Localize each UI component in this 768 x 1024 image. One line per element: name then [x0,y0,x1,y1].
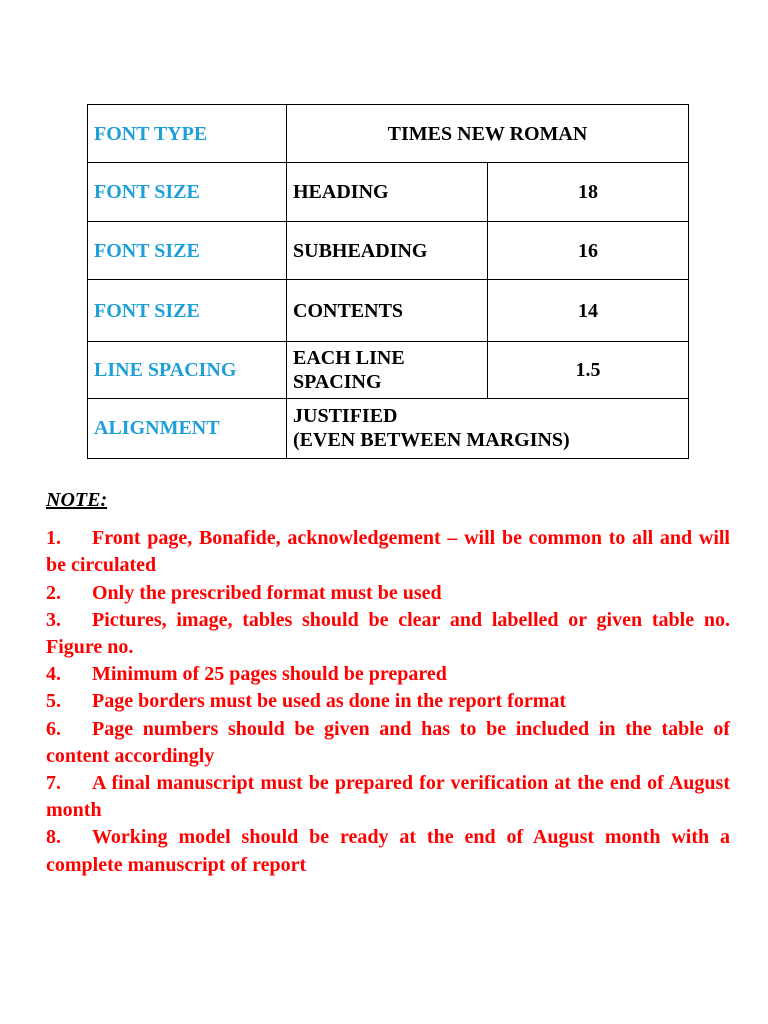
table-row [88,398,689,458]
font-type-label: FONT TYPE [88,105,287,163]
line-spacing-value: 1.5 [488,341,689,398]
note-item [46,688,730,715]
note-item [46,607,730,661]
table-row [88,222,689,280]
note-item [46,580,730,607]
note-number: 7. [46,772,61,795]
alignment-desc-line1: JUSTIFIED [293,405,398,428]
heading-size-value: 18 [488,163,689,222]
note-title: NOTE: [46,489,108,511]
font-size-label: FONT SIZE [88,163,287,222]
table-row [88,341,689,398]
subheading-size-value: 16 [488,222,689,280]
heading-desc: HEADING [287,163,488,222]
note-item [46,824,730,878]
notes-section [46,487,730,879]
note-text: Minimum of 25 pages should be prepared [92,663,447,686]
table-row [88,105,689,163]
note-number: 1. [46,527,61,550]
note-text: Page borders must be used as done in the report format [92,690,567,713]
contents-size-value: 14 [488,280,689,341]
alignment-desc [287,398,689,458]
note-item [46,716,730,770]
note-text: Pictures, image, tables should be clear and labelled or given table no. Figure no. [46,608,730,659]
font-type-value: TIMES NEW ROMAN [287,105,689,163]
subheading-desc: SUBHEADING [287,222,488,280]
note-number: 5. [46,690,61,713]
line-spacing-desc: EACH LINE SPACING [287,341,488,398]
note-item [46,525,730,579]
font-size-label: FONT SIZE [88,222,287,280]
alignment-label: ALIGNMENT [88,398,287,458]
note-number: 4. [46,663,61,686]
font-size-label: FONT SIZE [88,280,287,341]
line-spacing-label: LINE SPACING [88,341,287,398]
note-text: Page numbers should be given and has to be included in the table of content accordingly [46,717,730,767]
note-text: A final manuscript must be prepared for verification at the end of August month [46,772,730,822]
note-item [46,661,730,688]
alignment-desc-line2: (EVEN BETWEEN MARGINS) [293,429,570,452]
format-specification-table [87,104,689,459]
note-item [46,770,730,824]
table-row [88,163,689,222]
note-text: Working model should be ready at the end of August month with a complete manuscript of report [46,826,730,876]
contents-desc: CONTENTS [287,280,488,341]
note-number: 8. [46,826,61,849]
note-number: 3. [46,608,61,631]
table-row [88,280,689,341]
note-number: 6. [46,717,61,740]
note-text: Front page, Bonafide, acknowledgement – will be common to all and will be circulated [46,527,730,577]
note-number: 2. [46,581,61,604]
note-text: Only the prescribed format must be used [92,581,442,604]
